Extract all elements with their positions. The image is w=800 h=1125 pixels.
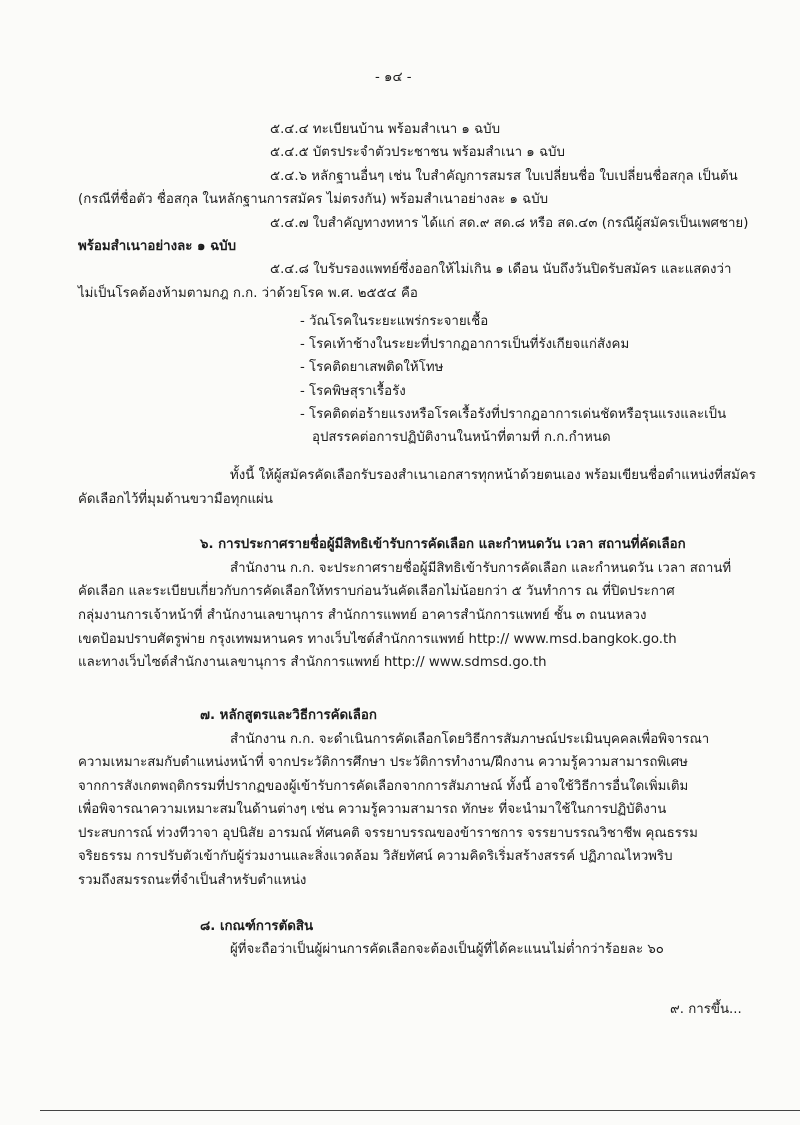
item-5-4-7: ๕.๔.๗ ใบสำคัญทางทหาร ได้แก่ สด.๙ สด.๘ หรือ สด.๔๓ (กรณีผู้สมัครเป็นเพศชาย) bbox=[270, 216, 749, 231]
section-6-line: สำนักงาน ก.ก. จะประกาศรายชื่อผู้มีสิทธิเข้ารับการคัดเลือก และกำหนดวัน เวลา สถานที่ bbox=[230, 561, 732, 576]
disease-item: - วัณโรคในระยะแพร่กระจายเชื้อ bbox=[300, 314, 489, 329]
item-5-4-8-cont: ไม่เป็นโรคต้องห้ามตามกฎ ก.ก. ว่าด้วยโรค พ.ศ. ๒๕๕๔ คือ bbox=[78, 286, 418, 301]
item-5-4-5: ๕.๔.๕ บัตรประจำตัวประชาชน พร้อมสำเนา ๑ ฉบับ bbox=[270, 145, 565, 160]
section-8-line: ผู้ที่จะถือว่าเป็นผู้ผ่านการคัดเลือกจะต้องเป็นผู้ที่ได้คะแนนไม่ต่ำกว่าร้อยละ ๖๐ bbox=[230, 942, 664, 957]
section-6-line: กลุ่มงานการเจ้าหน้าที่ สำนักงานเลขานุการ สำนักการแพทย์ อาคารสำนักการแพทย์ ชั้น ๓ ถนนหลวง bbox=[78, 608, 647, 623]
section-7-heading: ๗. หลักสูตรและวิธีการคัดเลือก bbox=[200, 708, 377, 723]
continuation-marker: ๙. การขึ้น... bbox=[670, 1002, 742, 1017]
disease-item: - โรคพิษสุราเรื้อรัง bbox=[300, 384, 406, 399]
section-7-line: จากการสังเกตพฤติกรรมที่ปรากฏของผู้เข้ารับการคัดเลือกจากการสัมภาษณ์ ทั้งนี้ อาจใช้วิธีการอื่นใดเพิ่มเติม bbox=[78, 779, 689, 794]
section-7-line: สำนักงาน ก.ก. จะดำเนินการคัดเลือกโดยวิธีการสัมภาษณ์ประเมินบุคคลเพื่อพิจารณา bbox=[230, 732, 710, 747]
section-6-line: เขตป้อมปราบศัตรูพ่าย กรุงเทพมหานคร ทางเว็บไซต์สำนักการแพทย์ http:// www.msd.bangkok.go.th bbox=[78, 632, 677, 647]
item-5-4-4: ๕.๔.๔ ทะเบียนบ้าน พร้อมสำเนา ๑ ฉบับ bbox=[270, 122, 501, 137]
item-5-4-6-cont: (กรณีที่ชื่อตัว ชื่อสกุล ในหลักฐานการสมัคร ไม่ตรงกัน) พร้อมสำเนาอย่างละ ๑ ฉบับ bbox=[78, 192, 549, 207]
section-7-line: รวมถึงสมรรถนะที่จำเป็นสำหรับตำแหน่ง bbox=[78, 873, 307, 888]
section-6-line: และทางเว็บไซต์สำนักงานเลขานุการ สำนักการแพทย์ http:// www.sdmsd.go.th bbox=[78, 655, 547, 670]
section-7-line: ความเหมาะสมกับตำแหน่งหน้าที่ จากประวัติการศึกษา ประวัติการทำงาน/ฝึกงาน ความรู้ความสามารถพิเศษ bbox=[78, 755, 688, 770]
item-5-4-6: ๕.๔.๖ หลักฐานอื่นๆ เช่น ใบสำคัญการสมรส ใบเปลี่ยนชื่อ ใบเปลี่ยนชื่อสกุล เป็นต้น bbox=[270, 169, 738, 184]
section-7-line: ประสบการณ์ ท่วงทีวาจา อุปนิสัย อารมณ์ ทัศนคติ จรรยาบรรณของข้าราชการ จรรยาบรรณวิชาชีพ คุณธรรม bbox=[78, 826, 698, 841]
certify-note: ทั้งนี้ ให้ผู้สมัครคัดเลือกรับรองสำเนาเอกสารทุกหน้าด้วยตนเอง พร้อมเขียนชื่อตำแหน่งที่สมัคร bbox=[230, 468, 756, 483]
section-8-heading: ๘. เกณฑ์การตัดสิน bbox=[200, 919, 314, 934]
disease-item: - โรคเท้าช้างในระยะที่ปรากฏอาการเป็นที่รังเกียจแก่สังคม bbox=[300, 337, 630, 352]
disease-item-cont: อุปสรรคต่อการปฏิบัติงานในหน้าที่ตามที่ ก.ก.กำหนด bbox=[312, 430, 611, 445]
item-5-4-7-cont: พร้อมสำเนาอย่างละ ๑ ฉบับ bbox=[78, 239, 237, 254]
disease-item: - โรคติดยาเสพติดให้โทษ bbox=[300, 360, 444, 375]
page-number: - ๑๔ - bbox=[375, 70, 412, 85]
section-6-heading: ๖. การประกาศรายชื่อผู้มีสิทธิเข้ารับการคัดเลือก และกำหนดวัน เวลา สถานที่คัดเลือก bbox=[200, 537, 686, 552]
bottom-rule bbox=[40, 1110, 800, 1111]
item-5-4-8: ๕.๔.๘ ใบรับรองแพทย์ซึ่งออกให้ไม่เกิน ๑ เดือน นับถึงวันปิดรับสมัคร และแสดงว่า bbox=[270, 262, 732, 277]
disease-item: - โรคติดต่อร้ายแรงหรือโรคเรื้อรังที่ปรากฏอาการเด่นชัดหรือรุนแรงและเป็น bbox=[300, 407, 727, 422]
section-6-line: คัดเลือก และระเบียบเกี่ยวกับการคัดเลือกให้ทราบก่อนวันคัดเลือกไม่น้อยกว่า ๕ วันทำการ ณ ที่ปิดประกาศ bbox=[78, 584, 675, 599]
section-7-line: จริยธรรม การปรับตัวเข้ากับผู้ร่วมงานและสิ่งแวดล้อม วิสัยทัศน์ ความคิดริเริ่มสร้างสรรค์ ปฏิภาณไหวพริบ bbox=[78, 849, 673, 864]
section-7-line: เพื่อพิจารณาความเหมาะสมในด้านต่างๆ เช่น ความรู้ความสามารถ ทักษะ ที่จะนำมาใช้ในการปฏิบัติงาน bbox=[78, 802, 667, 817]
certify-note-cont: คัดเลือกไว้ที่มุมด้านขวามือทุกแผ่น bbox=[78, 492, 273, 507]
